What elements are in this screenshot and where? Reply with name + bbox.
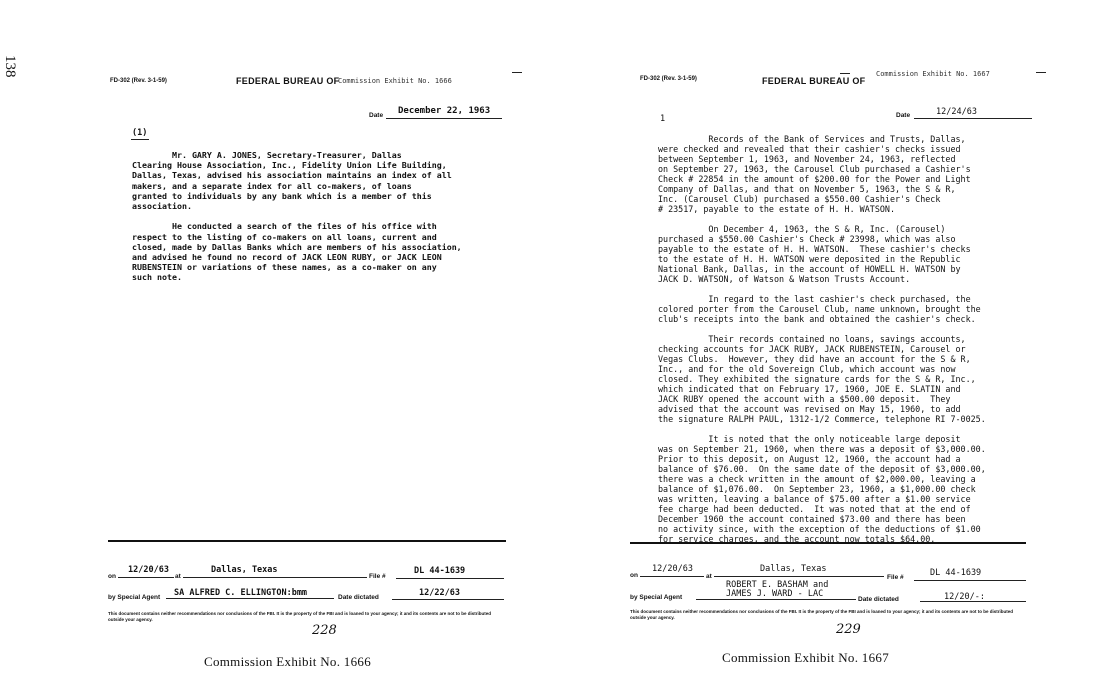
right-agent-label: by Special Agent xyxy=(630,594,683,601)
right-file-rule xyxy=(914,580,1026,581)
left-agent-label: by Special Agent xyxy=(108,594,161,601)
right-footer-top-rule xyxy=(630,542,1026,544)
left-file-label: File # xyxy=(369,573,386,580)
right-handwritten-number: 229 xyxy=(836,622,861,637)
left-date-value: December 22, 1963 xyxy=(398,106,491,116)
left-on-label: on xyxy=(108,573,116,580)
left-exhibit-header: Commission Exhibit No. 1666 xyxy=(338,77,452,85)
right-corner-mark xyxy=(1036,72,1046,73)
right-header-mark xyxy=(840,73,850,74)
left-date-label: Date xyxy=(369,112,384,119)
right-date-rule xyxy=(914,118,1032,119)
left-location-rule xyxy=(183,577,367,578)
left-caption: Commission Exhibit No. 1666 xyxy=(204,654,372,669)
right-agent-line2: JAMES J. WARD - LAC xyxy=(726,589,824,599)
right-agency-header: FEDERAL BUREAU OF xyxy=(762,76,866,86)
left-dictated-rule xyxy=(392,599,504,600)
left-dictated-date: 12/22/63 xyxy=(419,588,460,598)
left-item-underline xyxy=(131,139,149,140)
left-at-label: at xyxy=(175,573,181,580)
left-agency-header: FEDERAL BUREAU OF xyxy=(236,76,340,86)
page-number: 138 xyxy=(2,55,18,78)
right-file-label: File # xyxy=(887,574,904,581)
right-exhibit-header: Commission Exhibit No. 1667 xyxy=(876,70,990,78)
left-item-marker: (1) xyxy=(132,128,148,138)
left-disclaimer: This document contains neither recommendations nor conclusions of the FBI. It is the property of the FBI and is loaned to your agency; it and its contents are not to be distributed outside your agency. xyxy=(108,611,492,622)
right-body-text: Records of the Bank of Services and Trusts, Dallas, were checked and revealed that their cashier's checks issued between September 1, 1963, and November 24, 1963, reflected on September 27, 1963, the Carousel Club purchased a Cashier's Check # 22854 in the amount of $200.00 for the Power and Light Company of Dallas, and that on November 5, 1963, the S & R, Inc. (Carousel Club) purchased a $550.00 Cashier's Check # 23517, payable to the estate of H. H. WATSON. On December 4, 1963, the S & R, Inc. (Carousel) purchased a $550.00 Cashier's Check # 23998, which was also payable to the estate of H. H. WATSON. These cashier's checks to the estate of H. H. WATSON were deposited in the Republic National Bank, Dallas, in the account of HOWELL H. WATSON by JACK D. WATSON, of Watson & Watson Trusts Account. In regard to the last cashier's check purchased, the colored porter from the Carousel Club, name unknown, brought the club's receipts into the bank and obtained the cashier's check. Their records contained no loans, savings accounts, checking accounts for JACK RUBY, JACK RUBENSTEIN, Carousel or Vegas Clubs. However, they did have an account for the S & R, Inc., and for the old Sovereign Club, which account was now closed. They exhibited the signature cards for the S & R, Inc., which indicated that on February 17, 1960, JOE E. SLATIN and JACK RUBY opened the account with a $500.00 deposit. They advised that the account was revised on May 15, 1960, to add the signature RALPH PAUL, 1312-1/2 Commerce, telephone RI 7-0025. It is noted that the only noticeable large deposit was on September 21, 1960, when there was a deposit of $3,000.00. Prior to this deposit, on August 12, 1960, the account had a balance of $76.00. On the same date of the deposit of $3,000.00, there was a check written in the amount of $2,000.00, leaving a balance of $1,076.00. On September 23, 1960, a $1,000.00 check was written, leaving a balance of $75.00 after a $1.00 service fee charge had been deducted. It was noted that at the end of December 1960 the account contained $73.00 and there has been no activity since, with the exception of the deductions of $1.00 for service charges, and the account now totals $64.00. xyxy=(658,134,986,544)
right-location-rule xyxy=(714,576,884,577)
right-date-label: Date xyxy=(896,112,911,119)
right-dictated-date: 12/20/-: xyxy=(944,592,985,602)
right-disclaimer: This document contains neither recommendations nor conclusions of the FBI. It is the property of the FBI and is loaned to your agency; it and its contents are not to be distributed outside your agency. xyxy=(630,609,1014,620)
right-item-marker: 1 xyxy=(660,114,666,124)
right-agent-line1: ROBERT E. BASHAM and xyxy=(726,580,829,590)
right-file-number: DL 44-1639 xyxy=(930,568,982,578)
left-handwritten-number: 228 xyxy=(312,623,337,638)
right-on-date: 12/20/63 xyxy=(652,564,693,574)
right-location: Dallas, Texas xyxy=(760,564,827,574)
right-on-label: on xyxy=(630,572,638,579)
left-on-rule xyxy=(118,577,174,578)
left-form-number: FD-302 (Rev. 3-1-59) xyxy=(110,78,167,84)
left-location: Dallas, Texas xyxy=(211,565,278,575)
right-form-number: FD-302 (Rev. 3-1-59) xyxy=(640,76,697,82)
left-body-text: Mr. GARY A. JONES, Secretary-Treasurer, Dallas Clearing House Association, Inc., Fidelity Union Life Building, Dallas, Texas, advised his association maintains an index of all makers, and a separate index for all co-makers, of loans granted to individuals by any bank which is a member of this association. He conducted a search of the files of his office with respect to the listing of co-makers on all loans, current and closed, made by Dallas Banks which are members of his association, and advised he found no record of JACK LEON RUBY, or JACK LEON RUBENSTEIN or variations of these names, as a co-maker on any such note. xyxy=(132,150,462,283)
left-agent-rule xyxy=(166,598,334,599)
left-date-rule xyxy=(386,118,502,119)
right-at-label: at xyxy=(706,573,712,580)
left-file-number: DL 44-1639 xyxy=(414,566,466,576)
right-dictated-rule xyxy=(920,601,1026,602)
right-agent-rule xyxy=(696,599,856,600)
left-dictated-label: Date dictated xyxy=(338,594,379,601)
right-dictated-label: Date dictated xyxy=(858,596,899,603)
left-agent-name: SA ALFRED C. ELLINGTON:bmm xyxy=(174,588,308,598)
right-caption: Commission Exhibit No. 1667 xyxy=(722,650,890,665)
left-file-rule xyxy=(396,578,504,579)
right-date-value: 12/24/63 xyxy=(936,107,977,117)
left-corner-mark xyxy=(512,72,522,73)
right-on-rule xyxy=(640,576,704,577)
left-on-date: 12/20/63 xyxy=(128,565,169,575)
left-footer-top-rule xyxy=(108,540,506,542)
